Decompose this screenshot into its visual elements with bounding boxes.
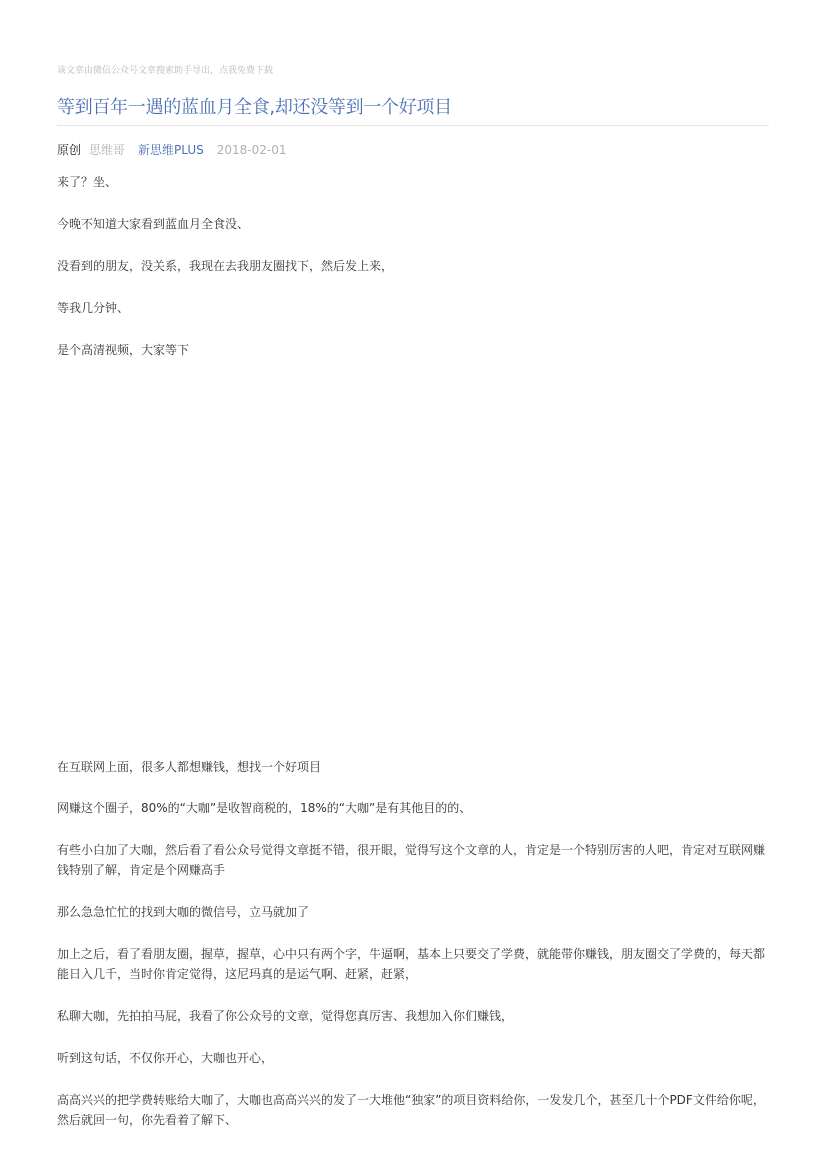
- paragraph: 高高兴兴的把学费转账给大咖了，大咖也高高兴兴的发了一大堆他“独家”的项目资料给你，一发发几个，甚至几十个PDF文件给你呢，然后就回一句，你先看着了解下、: [57, 1093, 765, 1127]
- paragraph: 私聊大咖，先拍拍马屁，我看了你公众号的文章，觉得您真厉害、我想加入你们赚钱，: [57, 1009, 514, 1023]
- account-link[interactable]: 新思维PLUS: [138, 143, 204, 157]
- article-title: 等到百年一遇的蓝血月全食,却还没等到一个好项目: [57, 97, 452, 118]
- paragraph: 在互联网上面，很多人都想赚钱，想找一个好项目: [57, 760, 322, 774]
- paragraph: 是个高清视频，大家等下: [57, 343, 190, 357]
- paragraph: 网赚这个圈子，80%的“大咖”是收智商税的，18%的“大咖”是有其他目的的、: [57, 801, 472, 815]
- paragraph: 来了？坐、: [57, 175, 118, 189]
- paragraph: 今晚不知道大家看到蓝血月全食没、: [57, 217, 250, 231]
- paragraph: 等我几分钟、: [57, 301, 130, 315]
- title-divider: [57, 125, 769, 126]
- article-meta: [57, 141, 287, 158]
- publish-date: 2018-02-01: [216, 143, 287, 157]
- video-placeholder: [57, 372, 769, 742]
- paragraph: 有些小白加了大咖，然后看了看公众号觉得文章挺不错，很开眼，觉得写这个文章的人，肯定是一个特别厉害的人吧，肯定对互联网赚钱特别了解，肯定是个网赚高手: [57, 843, 766, 877]
- author-name: 思维哥: [89, 143, 126, 157]
- paragraph: 那么急急忙忙的找到大咖的微信号，立马就加了: [57, 905, 310, 919]
- original-tag: 原创: [57, 143, 82, 157]
- paragraph: 听到这句话，不仅你开心，大咖也开心，: [57, 1051, 274, 1065]
- export-notice-link[interactable]: 该文章由微信公众号文章搜索助手导出，点我免费下载: [57, 66, 274, 76]
- paragraph: 没看到的朋友，没关系，我现在去我朋友圈找下，然后发上来，: [57, 259, 394, 273]
- paragraph: 加上之后，看了看朋友圈，握草，握草，心中只有两个字，牛逼啊，基本上只要交了学费，就能带你赚钱，朋友圈交了学费的，每天都能日入几千，当时你肯定觉得，这尼玛真的是运气啊、赶紧，赶紧，: [57, 947, 766, 981]
